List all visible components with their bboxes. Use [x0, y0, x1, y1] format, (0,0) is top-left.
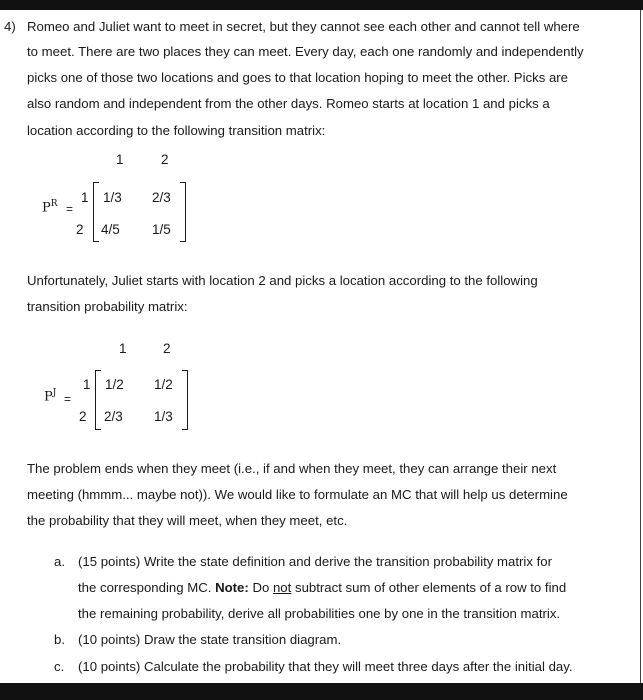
romeo-matrix-label: $P^R$ [42, 199, 58, 216]
romeo-equals: = [66, 202, 74, 216]
part-a-line-2: the corresponding MC. Note: Do not subtract sum of other elements of a row to find [78, 580, 567, 595]
juliet-line-1: Unfortunately, Juliet starts with location 2 and picks a location according to the following [27, 273, 538, 288]
part-c-letter: c. [54, 659, 65, 674]
romeo-row-header-1: 1 [81, 190, 89, 205]
romeo-cell-2-1: 4/5 [101, 222, 120, 237]
intro-line-5: location according to the following transition matrix: [27, 123, 326, 138]
juliet-cell-2-1: 2/3 [104, 409, 123, 424]
part-c-text: (10 points) Calculate the probability that they will meet three days after the initial day. [78, 659, 573, 674]
intro-line-2: to meet. There are two places they can meet. Every day, each one randomly and independently [27, 44, 584, 59]
part-a-line-1: (15 points) Write the state definition and derive the transition probability matrix for [78, 554, 553, 569]
romeo-col-header-1: 1 [116, 152, 124, 167]
juliet-row-header-1: 1 [83, 377, 91, 392]
top-bar [0, 0, 643, 10]
part-a-line-3: the remaining probability, derive all probabilities one by one in the transition matrix. [78, 606, 561, 621]
intro-line-1: Romeo and Juliet want to meet in secret, but they cannot see each other and cannot tell where [27, 19, 580, 34]
end-line-3: the probability that they will meet, when they meet, etc. [27, 513, 348, 528]
juliet-line-2: transition probability matrix: [27, 299, 188, 314]
question-number: 4) [4, 19, 16, 34]
juliet-right-bracket [182, 370, 188, 430]
juliet-col-header-1: 1 [119, 341, 127, 356]
intro-line-3: picks one of those two locations and goes to that location hoping to meet the other. Picks are [27, 70, 569, 85]
romeo-cell-2-2: 1/5 [152, 222, 171, 237]
romeo-cell-1-2: 2/3 [152, 190, 171, 205]
juliet-col-header-2: 2 [163, 341, 171, 356]
end-line-2: meeting (hmmm... maybe not)). We would like to formulate an MC that will help us determine [27, 487, 568, 502]
note-label: Note: [215, 580, 249, 595]
not-underlined: not [272, 580, 292, 595]
bottom-bar [0, 683, 643, 700]
part-b-letter: b. [54, 632, 65, 647]
intro-line-4: also random and independent from the other days. Romeo starts at location 1 and picks a [27, 96, 550, 111]
juliet-left-bracket [95, 370, 101, 430]
right-border [640, 10, 641, 683]
part-b-text: (10 points) Draw the state transition diagram. [78, 632, 342, 647]
part-a-letter: a. [54, 554, 65, 569]
juliet-cell-2-2: 1/3 [154, 409, 173, 424]
juliet-cell-1-2: 1/2 [154, 377, 173, 392]
romeo-left-bracket [93, 182, 99, 242]
end-line-1: The problem ends when they meet (i.e., if and when they meet, they can arrange their next [27, 461, 557, 476]
juliet-equals: = [64, 392, 72, 406]
romeo-col-header-2: 2 [161, 152, 169, 167]
romeo-right-bracket [180, 182, 186, 242]
juliet-row-header-2: 2 [79, 409, 87, 424]
juliet-matrix-label: $P^J$ [44, 388, 57, 405]
romeo-cell-1-1: 1/3 [103, 190, 122, 205]
juliet-cell-1-1: 1/2 [105, 377, 124, 392]
romeo-row-header-2: 2 [76, 222, 84, 237]
